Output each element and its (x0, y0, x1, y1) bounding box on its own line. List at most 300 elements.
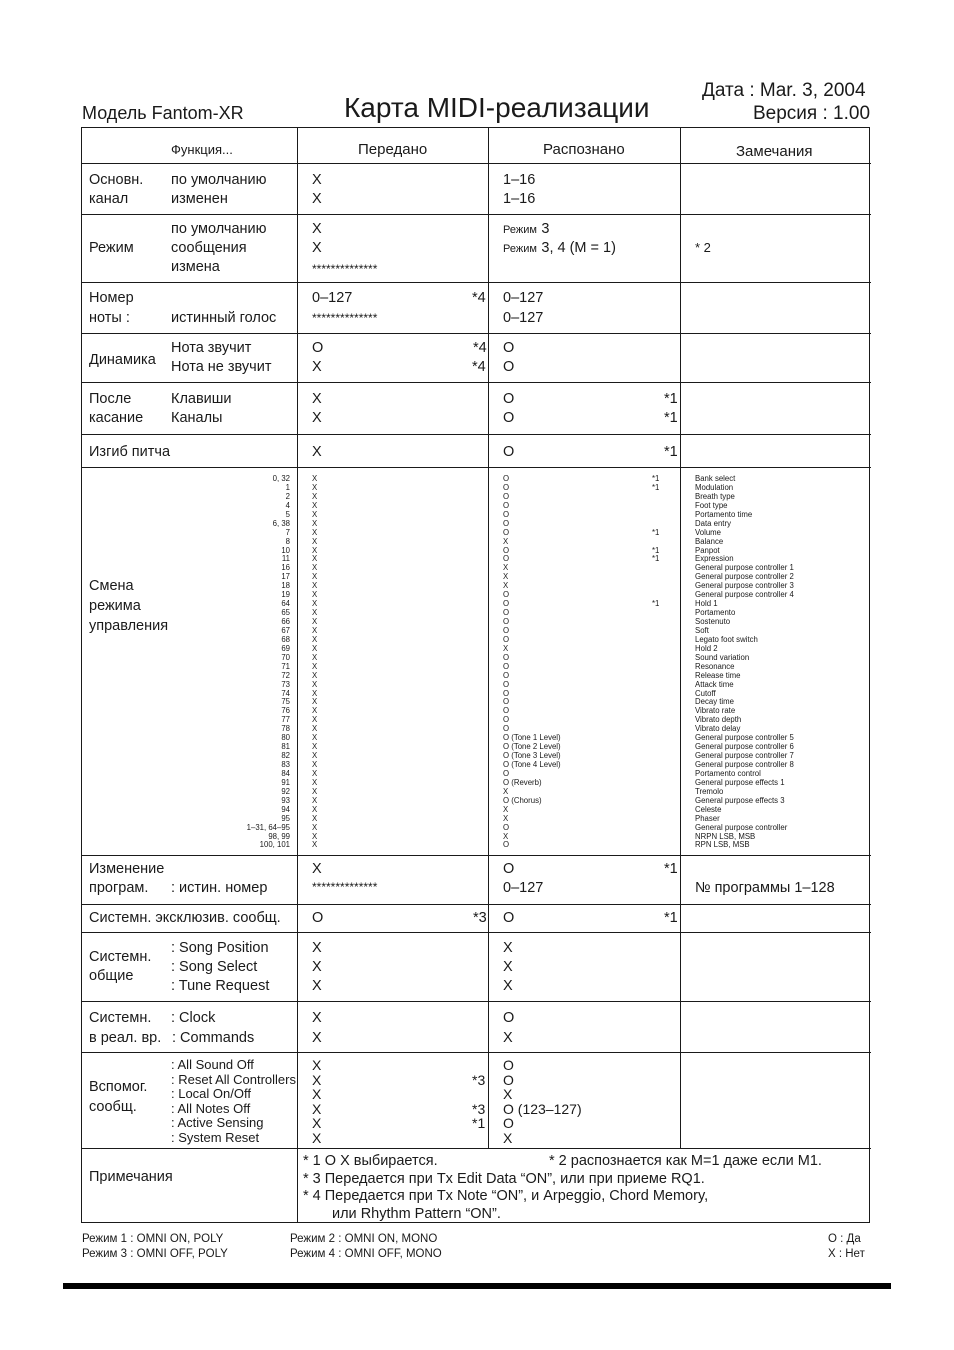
aux-transmitted: X (312, 1115, 322, 1131)
aux-message: : All Sound Off (171, 1057, 254, 1072)
symbol-legend: X : Нет (828, 1248, 865, 1260)
controller-number: 10 (281, 545, 290, 555)
controller-recognized: X (503, 572, 509, 582)
controller-transmitted: X (312, 760, 318, 769)
controller-remark: RPN LSB, MSB (695, 840, 750, 850)
controller-number: 70 (281, 652, 290, 662)
row-sublabel: Каналы (171, 410, 223, 426)
recognized-value: O (503, 1010, 515, 1026)
recognized-value: X (503, 1030, 513, 1046)
transmitted-value: X (312, 240, 322, 256)
note-text: * 4 Передается при Tx Note “ON”, и Arpeggio, Chord Memory, (303, 1188, 709, 1204)
controller-number: 72 (281, 670, 290, 680)
controller-transmitted: X (312, 599, 318, 609)
aux-message-list (171, 1058, 296, 1145)
controller-transmitted: X (312, 625, 318, 635)
controller-number: 16 (281, 563, 290, 573)
row-label: общие (89, 968, 134, 984)
transmitted-value: ************** (312, 880, 378, 894)
row-label: режима (89, 598, 141, 614)
controller-transmitted: X (312, 518, 318, 528)
column-header-remarks: Замечания (736, 143, 813, 160)
controller-remark: Panpot (695, 545, 720, 555)
controller-recognized: O (503, 634, 510, 644)
aux-recognized: X (503, 1086, 513, 1102)
recognized-value: 1–16 (503, 172, 536, 188)
page-title: Карта MIDI-реализации (344, 92, 650, 123)
controller-remark: Phaser (695, 813, 720, 823)
controller-remark: Volume (695, 527, 722, 537)
controller-transmitted: X (312, 706, 318, 716)
controller-remark: Attack time (695, 679, 734, 689)
recognized-value: 0–127 (503, 290, 544, 306)
controller-number: 81 (281, 742, 290, 752)
controller-recognized: O (503, 706, 510, 716)
recognized-value: X (503, 940, 513, 956)
row-sublabel: по умолчанию (171, 221, 267, 237)
controller-number: 73 (281, 679, 290, 689)
version-label: Версия : 1.00 (753, 103, 871, 124)
controller-transmitted: X (312, 554, 318, 564)
controller-number: 83 (281, 760, 290, 769)
row-divider (81, 855, 871, 856)
controller-number: 7 (285, 527, 290, 537)
row-sublabel: сообщения (171, 240, 247, 256)
row-sublabel: : Tune Request (171, 978, 270, 994)
controller-remark: Hold 2 (695, 643, 718, 653)
controller-number: 76 (281, 706, 290, 716)
controller-remark: Vibrato depth (695, 715, 742, 725)
row-label: Системн. (89, 949, 152, 965)
controller-recognized-note (652, 841, 659, 850)
mode-legend: Режим 3 : OMNI OFF, POLY (82, 1248, 228, 1260)
controller-remark: Vibrato delay (695, 724, 741, 734)
transmitted-value: X (312, 1030, 322, 1046)
controller-number: 17 (281, 572, 290, 582)
controller-recognized: X (503, 643, 509, 653)
controller-recognized-note: *1 (652, 474, 660, 483)
controller-recognized: O (503, 608, 510, 618)
controller-recognized: O (503, 652, 510, 662)
row-label: управления (89, 618, 169, 634)
column-header-function: Функция... (171, 142, 233, 157)
row-sublabel: Клавиши (171, 391, 232, 407)
row-divider (81, 1052, 871, 1053)
controller-recognized: O (503, 518, 510, 528)
controller-number: 4 (285, 500, 290, 510)
controller-recognized: O (503, 688, 510, 698)
controller-remark: Breath type (695, 491, 735, 501)
controller-remark: General purpose effects 3 (695, 795, 785, 805)
recognized-value (503, 239, 616, 257)
controller-transmitted: X (312, 679, 318, 689)
recognized-value: O (503, 359, 515, 375)
controller-number-list (180, 475, 290, 850)
controller-number: 11 (281, 554, 290, 564)
transmitted-value: X (312, 410, 322, 426)
controller-remark: General purpose controller (695, 822, 788, 832)
controller-transmitted: X (312, 768, 318, 778)
controller-number: 80 (281, 733, 290, 743)
controller-transmitted: X (312, 491, 318, 501)
controller-recognized: O (503, 822, 510, 832)
controller-recognized: O (503, 715, 510, 725)
transmitted-value: X (312, 978, 322, 994)
controller-recognized: O (503, 625, 510, 635)
row-label: Примечания (89, 1169, 173, 1185)
row-label: сообщ. (89, 1099, 137, 1115)
transmitted-value: X (312, 940, 322, 956)
controller-remark: General purpose controller 4 (695, 590, 794, 600)
controller-remark: General purpose controller 5 (695, 733, 794, 743)
aux-recognized: O (503, 1071, 514, 1088)
controller-transmitted: X (312, 840, 318, 850)
row-divider (81, 163, 871, 164)
controller-transmitted: X (312, 688, 318, 698)
controller-transmitted: X (312, 697, 318, 707)
controller-recognized: X (503, 804, 509, 814)
row-sublabel: : Song Select (171, 959, 258, 975)
controller-remarks-list (695, 475, 794, 850)
controller-number: 100, 101 (259, 840, 290, 850)
transmitted-note: *4 (472, 290, 486, 306)
controller-recognized-note: *1 (652, 482, 660, 492)
row-label: Системн. (89, 1010, 152, 1026)
aux-transmitted-note (472, 1058, 485, 1073)
row-divider (81, 932, 871, 933)
controller-transmitted: X (312, 777, 318, 787)
aux-transmitted-note: *1 (472, 1115, 486, 1131)
controller-transmitted: X (312, 795, 318, 805)
remark-text: * 2 (695, 240, 711, 255)
controller-number: 5 (285, 509, 290, 519)
controller-remark: Soft (695, 625, 709, 635)
controller-number: 71 (281, 661, 290, 671)
row-label: Изменение (89, 861, 165, 877)
controller-recognized: X (503, 813, 509, 823)
column-divider (297, 127, 298, 1223)
controller-remark: General purpose controller 6 (695, 742, 794, 752)
controller-transmitted: X (312, 474, 318, 483)
note-text: или Rhythm Pattern “ON”. (332, 1206, 501, 1222)
note-text: * 2 распознается как M=1 даже если M1. (549, 1153, 822, 1169)
mode-legend: Режим 2 : OMNI ON, MONO (290, 1233, 438, 1245)
row-label: касание (89, 410, 144, 426)
transmitted-value: X (312, 1010, 322, 1026)
controller-recognized: O (503, 554, 510, 564)
controller-recognized-note: *1 (652, 545, 660, 555)
transmitted-value: ************** (312, 311, 378, 325)
row-label: в реал. вр. (89, 1030, 162, 1046)
controller-recognized: O (503, 768, 510, 778)
row-label: канал (89, 191, 129, 207)
controller-transmitted: X (312, 590, 318, 600)
column-divider (680, 127, 681, 1148)
aux-transmitted: X (312, 1086, 322, 1102)
recognized-value: O (503, 444, 515, 460)
row-divider (81, 333, 871, 334)
controller-recognized: O (Tone 3 Level) (503, 751, 561, 761)
controller-remark: General purpose effects 1 (695, 777, 785, 787)
row-label: Режим (89, 240, 134, 256)
controller-number: 92 (281, 786, 290, 796)
controller-recognized-notes (652, 475, 659, 850)
row-sublabel: : Clock (171, 1010, 216, 1026)
row-label: Основн. (89, 172, 144, 188)
controller-number: 84 (281, 768, 290, 778)
controller-transmitted: X (312, 661, 318, 671)
model-label: Модель Fantom-XR (82, 103, 244, 123)
aux-transmitted-note (472, 1087, 485, 1102)
row-sublabel: измена (171, 259, 220, 275)
controller-remark: Foot type (695, 500, 728, 510)
controller-transmitted: X (312, 733, 318, 743)
controller-recognized: O (503, 509, 510, 519)
controller-number: 0, 32 (272, 474, 290, 483)
controller-recognized: O (503, 474, 510, 483)
aux-recognized-list (503, 1058, 582, 1145)
row-label: Номер (89, 290, 134, 306)
controller-recognized: X (503, 581, 509, 591)
controller-remark: Celeste (695, 804, 722, 814)
aux-transmitted: X (312, 1057, 322, 1073)
controller-recognized: O (503, 599, 510, 609)
controller-recognized: O (503, 661, 510, 671)
row-label: Смена (89, 578, 134, 594)
controller-remark: Portamento control (695, 768, 761, 778)
controller-recognized: X (503, 831, 509, 841)
recognized-note: *1 (664, 861, 678, 877)
controller-remark: Release time (695, 670, 741, 680)
aux-message: : Reset All Controllers (171, 1071, 296, 1087)
row-sublabel: : Commands (172, 1030, 255, 1046)
controller-recognized: O (Tone 4 Level) (503, 760, 561, 769)
controller-number: 2 (285, 491, 290, 501)
aux-transmitted-note: *3 (472, 1071, 486, 1088)
transmitted-value: O (312, 340, 324, 356)
controller-recognized: O (503, 679, 510, 689)
recognized-note: *1 (664, 910, 678, 926)
controller-transmitted: X (312, 608, 318, 618)
controller-remark: Bank select (695, 474, 736, 483)
controller-recognized: O (Reverb) (503, 777, 542, 787)
controller-number: 95 (281, 813, 290, 823)
controller-remark: Modulation (695, 482, 734, 492)
controller-number: 18 (281, 581, 290, 591)
controller-transmitted: X (312, 804, 318, 814)
controller-remark: Hold 1 (695, 599, 718, 609)
controller-remark: Cutoff (695, 688, 716, 698)
controller-transmitted-list (312, 475, 317, 850)
controller-number: 64 (281, 599, 290, 609)
transmitted-note: *3 (473, 910, 487, 926)
aux-recognized: O (503, 1057, 514, 1073)
controller-recognized: O (Tone 2 Level) (503, 742, 561, 752)
controller-transmitted: X (312, 545, 318, 555)
controller-transmitted: X (312, 831, 318, 841)
controller-transmitted: X (312, 652, 318, 662)
row-label: После (89, 391, 132, 407)
controller-recognized: X (503, 786, 509, 796)
controller-number: 1–31, 64–95 (246, 822, 290, 832)
recognized-value: 0–127 (503, 880, 544, 896)
mode-legend: Режим 4 : OMNI OFF, MONO (290, 1248, 442, 1260)
row-sublabel: Нота не звучит (171, 359, 272, 375)
controller-number: 6, 38 (272, 518, 290, 528)
transmitted-value: X (312, 444, 322, 460)
controller-transmitted: X (312, 536, 318, 546)
controller-recognized: O (503, 697, 510, 707)
row-divider (81, 904, 871, 905)
controller-transmitted: X (312, 500, 318, 510)
controller-remark: General purpose controller 1 (695, 563, 794, 573)
mode-prefix: Режим (503, 224, 537, 236)
column-divider (488, 127, 489, 1148)
row-sublabel: изменен (171, 191, 228, 207)
controller-remark: General purpose controller 8 (695, 760, 794, 769)
transmitted-value: X (312, 959, 322, 975)
row-label: програм. (89, 880, 149, 896)
controller-transmitted: X (312, 572, 318, 582)
recognized-note: *1 (664, 444, 678, 460)
row-label: Динамика (89, 352, 156, 368)
row-divider (81, 467, 871, 468)
controller-number: 68 (281, 634, 290, 644)
remark-text: № программы 1–128 (695, 880, 835, 896)
row-sublabel: по умолчанию (171, 172, 267, 188)
mode-value: 3, 4 (M = 1) (541, 240, 616, 256)
controller-transmitted: X (312, 670, 318, 680)
controller-number: 82 (281, 751, 290, 761)
controller-transmitted: X (312, 482, 318, 492)
controller-number: 66 (281, 617, 290, 626)
controller-recognized: O (503, 527, 510, 537)
aux-transmitted: X (312, 1100, 322, 1117)
date-label: Дата : Mar. 3, 2004 (702, 80, 866, 101)
controller-recognized: O (Tone 1 Level) (503, 733, 561, 743)
transmitted-note: *4 (473, 340, 487, 356)
controller-transmitted: X (312, 813, 318, 823)
symbol-legend: O : Да (828, 1233, 861, 1245)
controller-remark: Vibrato rate (695, 706, 736, 716)
controller-recognized-note: *1 (652, 527, 660, 537)
recognized-value: O (503, 861, 515, 877)
mode-legend: Режим 1 : OMNI ON, POLY (82, 1233, 224, 1245)
controller-remark: NRPN LSB, MSB (695, 831, 756, 841)
recognized-value: X (503, 978, 513, 994)
controller-recognized: O (503, 590, 510, 600)
controller-transmitted: X (312, 563, 318, 573)
aux-message: : Active Sensing (171, 1115, 264, 1130)
controller-number: 69 (281, 643, 290, 653)
controller-remark: Sound variation (695, 652, 750, 662)
column-header-recognized: Распознано (543, 141, 625, 158)
controller-transmitted: X (312, 742, 318, 752)
mode-value: 3 (541, 221, 550, 237)
row-divider (81, 382, 871, 383)
controller-number: 93 (281, 795, 290, 805)
recognized-value (503, 220, 549, 238)
recognized-value: 1–16 (503, 191, 536, 207)
controller-recognized: O (503, 840, 510, 850)
aux-recognized: X (503, 1129, 513, 1146)
controller-number: 94 (281, 804, 290, 814)
recognized-value: O (503, 391, 515, 407)
controller-number: 75 (281, 697, 290, 707)
controller-remark: General purpose controller 3 (695, 581, 794, 591)
aux-transmitted-note: *3 (472, 1100, 486, 1117)
controller-transmitted: X (312, 751, 318, 761)
controller-number: 78 (281, 724, 290, 734)
aux-message: : System Reset (171, 1129, 260, 1145)
controller-remark: Balance (695, 536, 724, 546)
row-divider (81, 214, 871, 215)
row-sublabel: : истин. номер (171, 880, 268, 896)
transmitted-value: X (312, 359, 322, 375)
row-divider (81, 282, 871, 283)
row-sublabel: истинный голос (171, 310, 277, 326)
controller-number: 65 (281, 608, 290, 618)
controller-remark: Decay time (695, 697, 734, 707)
transmitted-value: 0–127 (312, 290, 353, 306)
controller-number: 77 (281, 715, 290, 725)
controller-recognized: O (503, 491, 510, 501)
controller-recognized-list (503, 475, 561, 850)
aux-transmitted-notes (472, 1058, 485, 1145)
aux-message: : All Notes Off (171, 1100, 251, 1116)
controller-remark: Sostenuto (695, 617, 731, 626)
controller-transmitted: X (312, 643, 318, 653)
row-sublabel: Нота звучит (171, 340, 252, 356)
recognized-note: *1 (664, 410, 678, 426)
controller-remark: Tremolo (695, 786, 724, 796)
note-text: * 3 Передается при Tx Edit Data “ON”, или при приеме RQ1. (303, 1171, 705, 1187)
controller-remark: General purpose controller 7 (695, 751, 794, 761)
row-divider (81, 1148, 871, 1149)
aux-transmitted: X (312, 1129, 322, 1146)
controller-remark: Resonance (695, 661, 735, 671)
transmitted-value: X (312, 191, 322, 207)
controller-recognized: O (Chorus) (503, 795, 542, 805)
mode-prefix: Режим (503, 243, 537, 255)
transmitted-value: O (312, 910, 324, 926)
row-divider (81, 434, 871, 435)
row-label: Изгиб питча (89, 444, 171, 460)
controller-recognized: O (503, 724, 510, 734)
controller-recognized: O (503, 545, 510, 555)
controller-transmitted: X (312, 581, 318, 591)
aux-message: : Local On/Off (171, 1086, 251, 1101)
controller-number: 98, 99 (268, 831, 290, 841)
controller-transmitted: X (312, 715, 318, 725)
transmitted-note: *4 (472, 359, 486, 375)
row-label: Системн. эксклюзив. сообщ. (89, 910, 281, 926)
column-header-transmitted: Передано (358, 141, 428, 158)
controller-remark: Legato foot switch (695, 634, 758, 644)
transmitted-value: X (312, 861, 322, 877)
note-text: * 1 O X выбирается. (303, 1153, 438, 1169)
controller-transmitted: X (312, 822, 318, 832)
transmitted-value: X (312, 172, 322, 188)
aux-transmitted-list (312, 1058, 321, 1145)
controller-transmitted: X (312, 786, 318, 796)
controller-recognized: O (503, 670, 510, 680)
controller-transmitted: X (312, 634, 318, 644)
controller-number: 67 (281, 625, 290, 635)
aux-recognized: O (123–127) (503, 1100, 582, 1117)
transmitted-value: X (312, 391, 322, 407)
controller-transmitted: X (312, 724, 318, 734)
